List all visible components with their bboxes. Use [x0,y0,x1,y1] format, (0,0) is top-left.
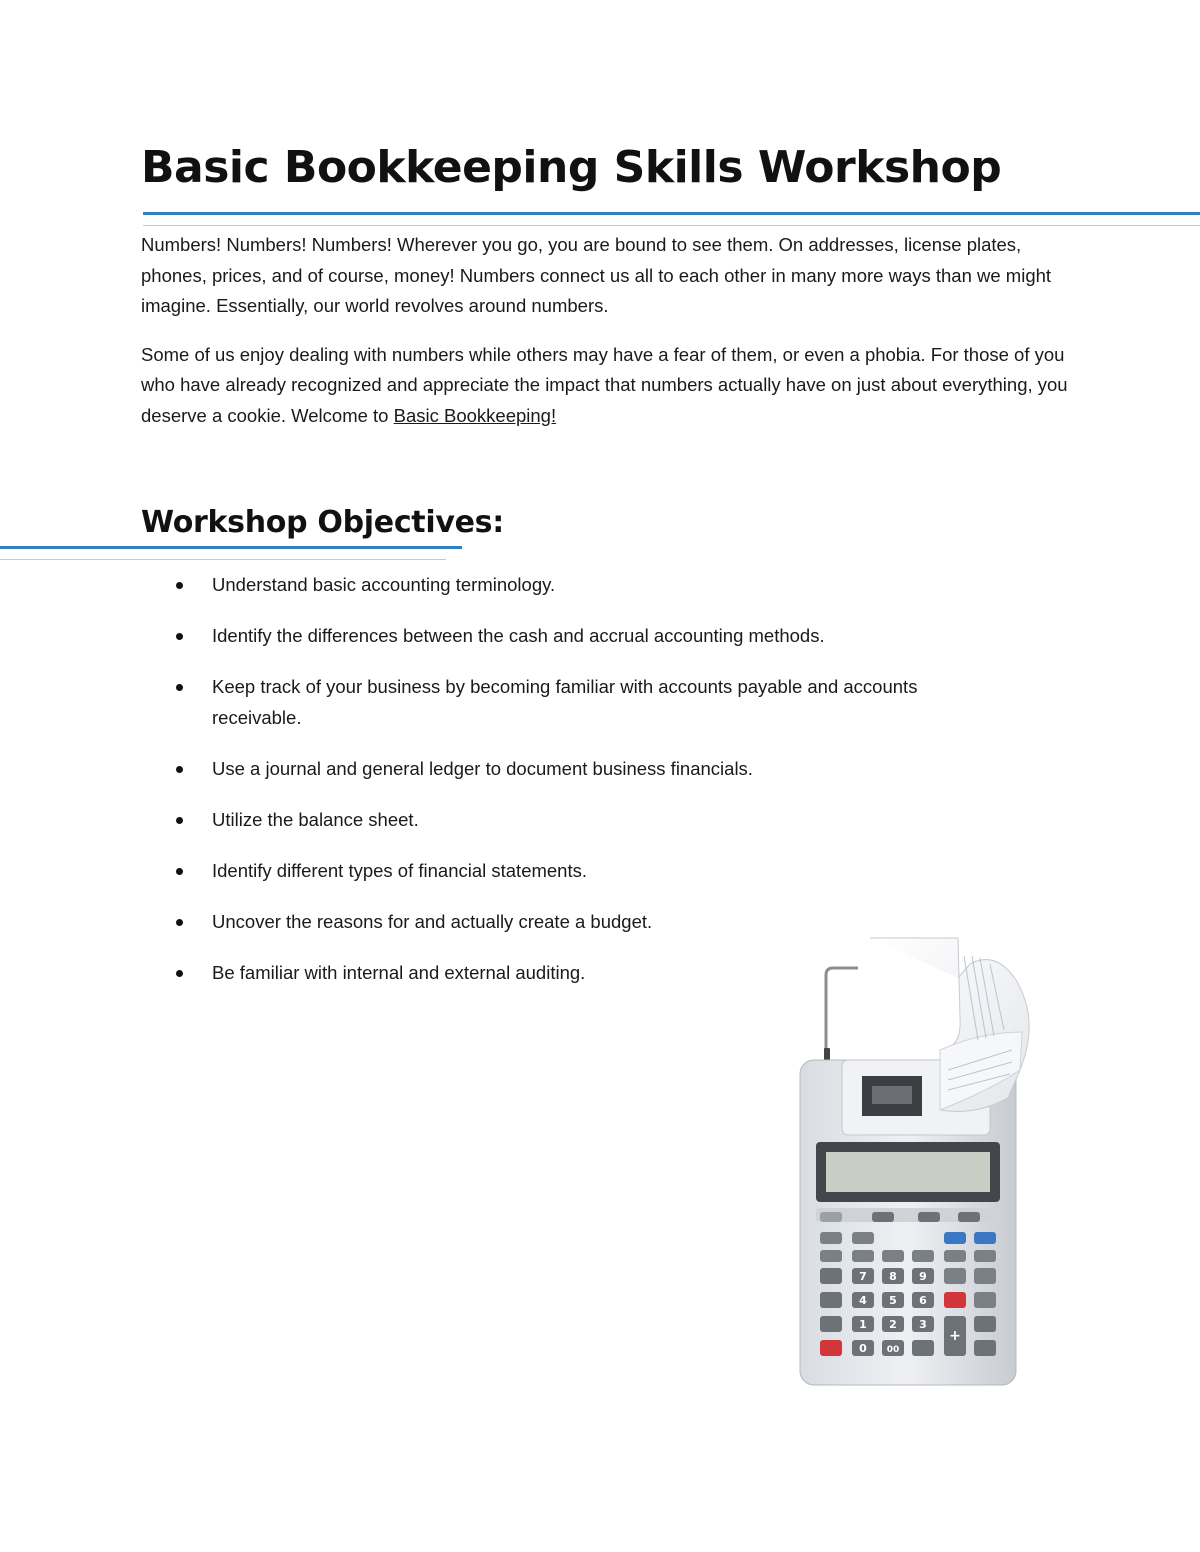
key-label: 4 [859,1294,867,1307]
bullet-icon [176,766,183,773]
list-item-text: Use a journal and general ledger to document business financials. [212,757,753,779]
key-label: 7 [859,1270,867,1283]
key-label: 2 [889,1318,897,1331]
list-item-text: Understand basic accounting terminology. [212,574,556,595]
intro-paragraph-2-text: Some of us enjoy dealing with numbers while others may have a fear of them, or even a phobia. For those of you who have already recognized and appreciate the impact that numbers actually have on just about everything, you deserve a cookie. Welcome to [141,343,1068,426]
basic-bookkeeping-link[interactable]: Basic Bookkeeping! [393,404,557,426]
list-item-text: Identify the differences between the cash and accrual accounting methods. [212,625,825,646]
list-item [160,754,980,785]
list-item-text: Keep track of your business by becoming familiar with accounts payable and accounts receivable. [212,676,918,728]
bullet-icon [176,817,183,824]
bullet-icon [176,582,183,589]
intro-paragraph-2 [141,340,1071,432]
bullet-icon [176,970,183,977]
list-item [160,570,980,601]
key-label: + [949,1328,961,1344]
bullet-icon [176,684,183,691]
bullet-icon [176,919,183,926]
key-label: 6 [919,1294,927,1307]
intro-paragraph-1: Numbers! Numbers! Numbers! Wherever you go, you are bound to see them. On addresses, license plates, phones, prices, and of course, money! Numbers connect us all to each other in many more ways than we might imagine. Essentially, our world revolves around numbers. [141,234,1052,316]
section-rule-secondary [0,559,446,560]
page-title: Basic Bookkeeping Skills Workshop [141,142,1002,193]
list-item [160,856,980,887]
key-label: 1 [859,1318,867,1331]
intro-section [141,230,1071,449]
key-label: 0 [859,1342,867,1355]
key-label: 3 [919,1318,927,1331]
list-item-text: Identify different types of financial statements. [212,859,588,881]
list-item-text: Uncover the reasons for and actually create a budget. [212,910,653,932]
key-label: 5 [889,1294,897,1307]
objectives-heading: Workshop Objectives: [141,505,504,540]
printing-calculator-image [790,920,1050,1390]
bullet-icon [176,868,183,875]
bullet-icon [176,633,183,640]
list-item [160,621,980,652]
list-item [160,672,980,733]
list-item-text: Utilize the balance sheet. [212,808,419,830]
list-item [160,805,980,836]
key-label: 9 [919,1270,927,1283]
key-label: 8 [889,1270,897,1283]
key-label: 00 [886,1345,900,1355]
title-rule-accent [143,212,1200,215]
title-rule-secondary [143,225,1200,226]
section-rule-accent [0,546,462,549]
list-item-text: Be familiar with internal and external auditing. [212,961,586,983]
